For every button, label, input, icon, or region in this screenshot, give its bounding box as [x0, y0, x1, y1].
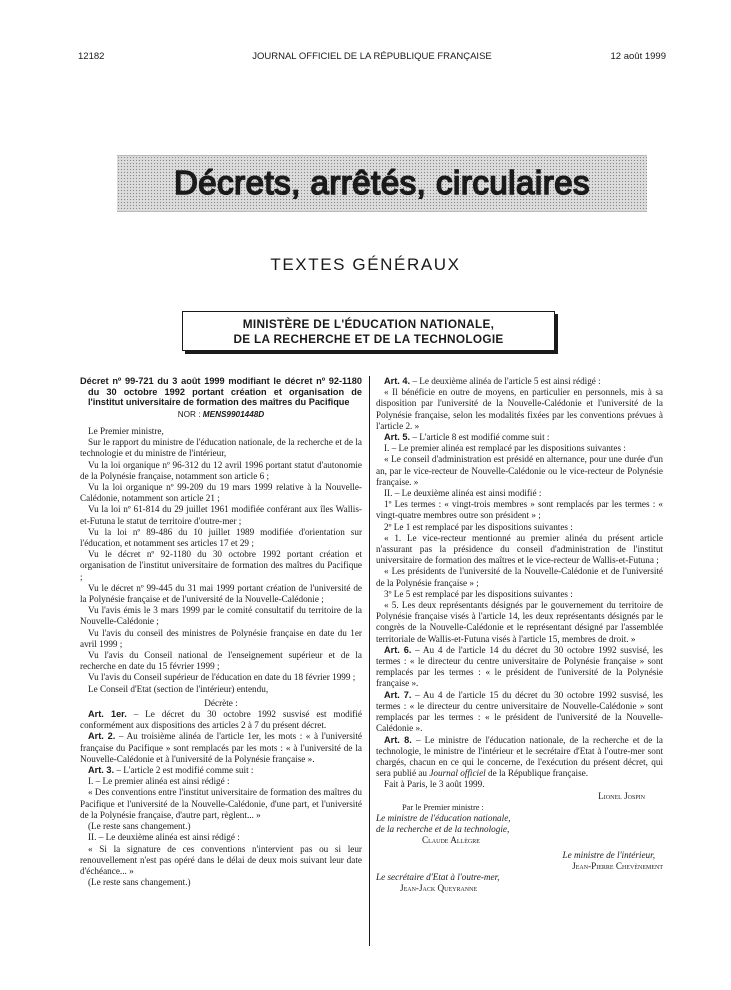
article-5-text: – L'article 8 est modifié comme suit :	[410, 432, 550, 443]
decrete-heading: Décrète :	[204, 697, 238, 708]
article-1-text: – Le décret du 30 octobre 1992 susvisé est modifié conformément aux dispositions des articles 2 à 7 du présent décret.	[80, 709, 362, 731]
nor-value: MENS9901448D	[202, 409, 265, 419]
preamble-line: Vu le décret nº 92-1180 du 30 octobre 1992 portant création et organisation de l'institut universitaire de formation des maîtres du Pacifique ;	[80, 549, 362, 582]
article-8-text-b: Journal officiel	[429, 768, 486, 779]
left-column	[80, 376, 362, 888]
article-1-label: Art. 1er.	[88, 709, 127, 720]
right-column	[376, 376, 663, 894]
section-title: TEXTES GÉNÉRAUX	[270, 255, 461, 274]
ministry-box	[182, 311, 555, 351]
article-8-text-a: – Le ministre de l'éducation nationale, de la recherche et de la technologie, le ministre de l'intérieur et le secrétaire d'Etat à l'outre-mer sont chargés, chacun en ce qui le concerne, de l'exécution du présent décret, qui sera publié au	[376, 734, 664, 779]
article-1	[80, 709, 362, 731]
min-edu-name: Claude Allègre	[422, 835, 480, 846]
article-3-item: II. – Le deuxième alinéa est ainsi rédigé :	[88, 832, 240, 843]
journal-title: JOURNAL OFFICIEL DE LA RÉPUBLIQUE FRANÇAISE	[252, 51, 492, 62]
preamble-line: Sur le rapport du ministre de l'éducation nationale, de la recherche et de la technologie et du ministre de l'intérieur,	[80, 437, 362, 459]
preamble-line: Vu la loi organique nº 99-209 du 19 mars 1999 relative à la Nouvelle-Calédonie, notamment son article 21 ;	[80, 482, 362, 504]
preamble-line: Vu l'avis émis le 3 mars 1999 par le comité consultatif du territoire de la Nouvelle-Calédonie ;	[80, 605, 362, 627]
article-2-text: – Au troisième alinéa de l'article 1er, les mots : « à l'université française du Pacifique » sont remplacés par les mots : « à l'université de la Nouvelle-Calédonie et à l'université de la Polynésie française ».	[80, 731, 362, 764]
section-banner	[117, 155, 647, 212]
preamble-line: Vu la loi nº 61-814 du 29 juillet 1961 modifiée conférant aux îles Wallis-et-Futuna le statut de territoire d'outre-mer ;	[80, 504, 362, 526]
article-3	[80, 765, 362, 776]
article-2	[80, 731, 362, 765]
nor-reference	[80, 409, 362, 420]
article-5-item: 3º Le 5 est remplacé par les dispositions suivantes :	[384, 588, 573, 599]
article-5-item: I. – Le premier alinéa est remplacé par les dispositions suivantes :	[384, 443, 626, 454]
article-6-text: – Au 4 de l'article 14 du décret du 30 octobre 1992 susvisé, les termes : « le directeur du centre universitaire de Polynésie française » sont remplacés par les termes : « le président de l'université de la Polynésie française ».	[376, 644, 663, 689]
article-2-label: Art. 2.	[88, 731, 116, 742]
article-3-item: (Le reste sans changement.)	[88, 821, 191, 832]
article-7-label: Art. 7.	[384, 689, 412, 700]
article-3-text: – L'article 2 est modifié comme suit :	[114, 765, 254, 776]
article-7-text: – Au 4 de l'article 15 du décret du 30 octobre 1992 susvisé, les termes : « le directeur du centre universitaire de Nouvelle-Calédonie » sont remplacés par les termes : « le président de l'université de la Nouvelle-Calédonie ».	[376, 689, 663, 734]
sec-om-name: Jean-Jack Queyranne	[400, 883, 478, 894]
article-3-item: (Le reste sans changement.)	[88, 877, 191, 888]
preamble-line: Vu la loi nº 89-486 du 10 juillet 1989 modifiée d'orientation sur l'éducation, et notamment ses articles 17 et 29 ;	[80, 526, 362, 549]
preamble-line: Vu l'avis du Conseil supérieur de l'éducation en date du 18 février 1999 ;	[88, 672, 356, 683]
article-3-item: « Si la signature de ces conventions n'intervient pas ou si leur renouvellement n'est pas opéré dans le délai de deux mois suivant leur date d'échéance... »	[80, 843, 362, 876]
article-5	[376, 432, 663, 443]
column-divider	[369, 376, 370, 946]
article-5-item: « 5. Les deux représentants désignés par le gouvernement du territoire de Polynésie française visés à l'article 14, les deux représentants désignés par le congrès de la Nouvelle-Calédonie et le représentant désigné par l'assemblée territoriale de Wallis-et-Futuna visés à l'article 15, membres de droit. »	[376, 600, 663, 644]
preamble-line: Vu la loi organique nº 96-312 du 12 avril 1996 portant statut d'autonomie de la Polynésie française, notamment son article 6 ;	[80, 459, 362, 481]
min-edu-title-1: Le ministre de l'éducation nationale,	[376, 812, 511, 823]
article-7	[376, 690, 663, 735]
article-3-item: « Des conventions entre l'institut universitaire de formation des maîtres du Pacifique et l'université de la Nouvelle-Calédonie, d'une part, et l'université de la Polynésie française, d'autre part, règlent... »	[80, 787, 362, 820]
article-3-label: Art. 3.	[88, 765, 115, 776]
sec-om-title: Le secrétaire d'Etat à l'outre-mer,	[376, 871, 500, 882]
article-4	[376, 376, 663, 387]
article-3-item: I. – Le premier alinéa est ainsi rédigé :	[88, 776, 230, 787]
page-header	[78, 51, 666, 65]
min-int-title: Le ministre de l'intérieur,	[562, 849, 655, 860]
min-int-name: Jean-Pierre Chevènement	[572, 860, 663, 871]
preamble-line: Vu l'avis du conseil des ministres de Polynésie française en date du 1er avril 1999 ;	[80, 627, 362, 649]
article-5-item: « Le conseil d'administration est présidé en alternance, pour une durée d'un an, par le vice-recteur de Nouvelle-Calédonie ou le vice-recteur de Polynésie française. »	[376, 454, 663, 487]
article-5-item: II. – Le deuxième alinéa est ainsi modifié :	[384, 488, 542, 499]
article-5-item: « 1. Le vice-recteur mentionné au premier alinéa du présent article n'assurant pas la présidence du conseil d'administration de l'institut universitaire de formation des maîtres et le vice-recteur de Wallis-et-Futuna ;	[376, 532, 663, 566]
article-4-quote: « Il bénéficie en outre de moyens, en particulier en personnels, mis à sa disposition par l'université de la Nouvelle-Calédonie et l'université de la Polynésie française, selon les modalités fixées par les conventions prévues à l'article 2. »	[376, 387, 663, 431]
decree-title: Décret nº 99-721 du 3 août 1999 modifiant le décret nº 92-1180 du 30 octobre 1992 portant création et organisation de l'institut universitaire de formation des maîtres du Pacifique	[80, 376, 362, 408]
preamble-line: Vu l'avis du Conseil national de l'enseignement supérieur et de la recherche en date du 15 février 1999 ;	[80, 650, 362, 672]
article-4-text: – Le deuxième alinéa de l'article 5 est ainsi rédigé :	[410, 376, 601, 386]
article-6-label: Art. 6.	[384, 644, 412, 655]
article-4-label: Art. 4.	[384, 376, 411, 386]
ministry-line-1: MINISTÈRE DE L'ÉDUCATION NATIONALE,	[242, 317, 495, 331]
article-5-item: 1º Les termes : « vingt-trois membres » sont remplacés par les termes : « vingt-quatre membres outre son président » ;	[376, 499, 663, 521]
preamble-line: Le Premier ministre,	[88, 425, 164, 436]
prime-minister-name: Lionel Jospin	[598, 790, 645, 801]
article-8-label: Art. 8.	[384, 734, 412, 745]
par-le-premier-ministre: Par le Premier ministre :	[402, 802, 484, 812]
place-date: Fait à Paris, le 3 août 1999.	[384, 779, 485, 790]
article-6	[376, 645, 663, 690]
preamble-line: Vu le décret nº 99-445 du 31 mai 1999 portant création de l'université de la Polynésie française et de l'université de la Nouvelle-Calédonie ;	[80, 582, 362, 605]
article-8	[376, 735, 663, 780]
preamble-line: Le Conseil d'Etat (section de l'intérieur) entendu,	[88, 683, 269, 694]
min-edu-title-2: de la recherche et de la technologie,	[376, 824, 510, 835]
ministry-line-2: DE LA RECHERCHE ET DE LA TECHNOLOGIE	[233, 332, 504, 346]
nor-label: NOR :	[177, 409, 201, 419]
issue-date: 12 août 1999	[610, 51, 666, 62]
article-8-text-c: de la République française.	[485, 768, 589, 779]
article-5-label: Art. 5.	[384, 432, 411, 443]
article-5-item: « Les présidents de l'université de la Nouvelle-Calédonie et de l'université de la Polynésie française » ;	[376, 566, 663, 588]
page-number: 12182	[78, 51, 105, 62]
banner-title: Décrets, arrêtés, circulaires	[173, 164, 591, 201]
article-5-item: 2º Le 1 est remplacé par les dispositions suivantes :	[384, 521, 573, 532]
